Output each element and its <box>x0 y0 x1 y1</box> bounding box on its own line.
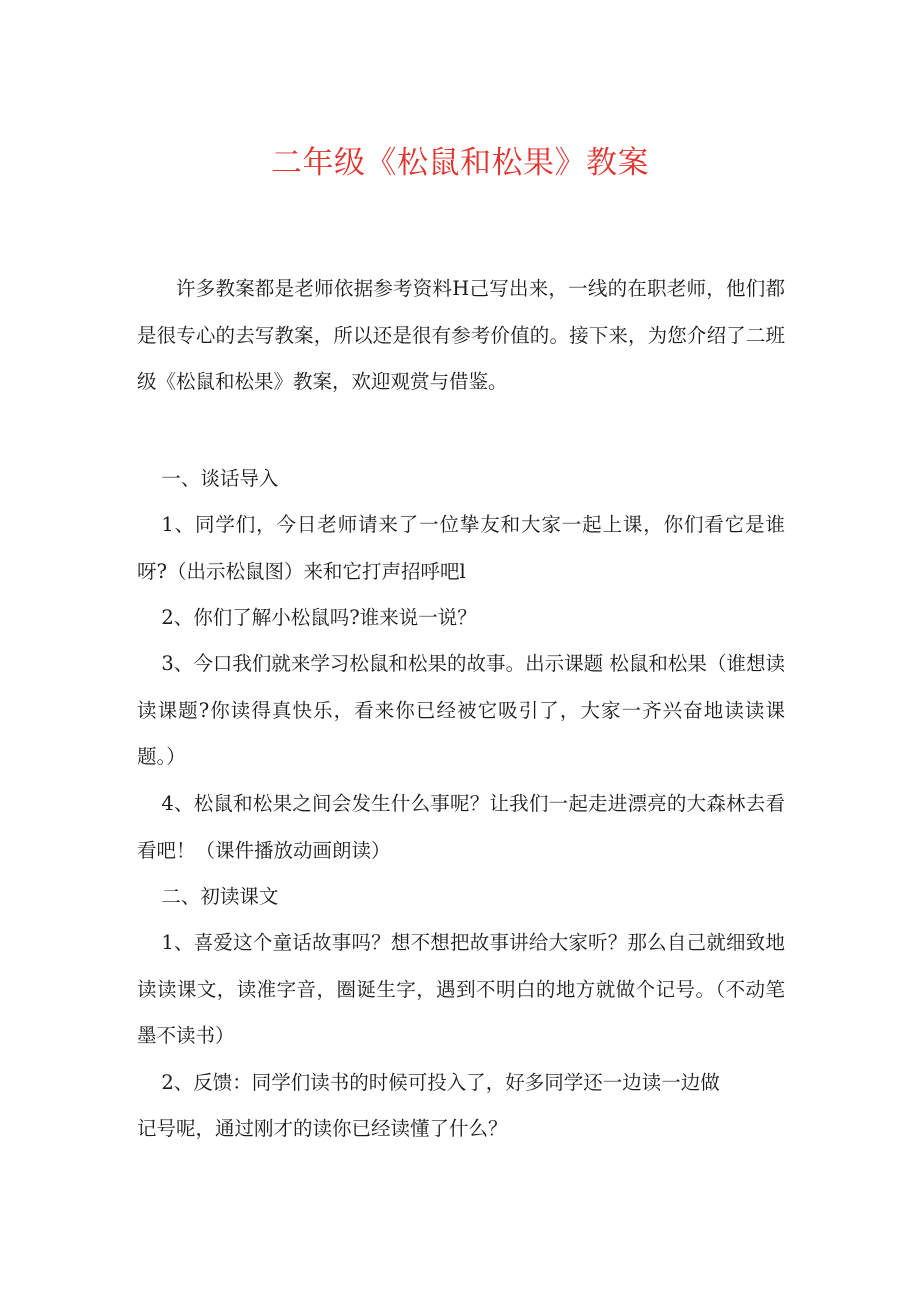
section-heading-2: 二、初读课文 <box>161 885 279 908</box>
list-item: 4、松鼠和松果之间会发生什么事呢？让我们一起走进漂亮的大森林去看看吧！（课件播放动画朗读） <box>137 792 785 862</box>
list-item: 2、反馈：同学们读书的时候可投入了，好多同学还一边读一边做 <box>161 1071 720 1094</box>
document-title: 二年级《松鼠和松果》教案 <box>271 145 649 181</box>
section-heading-1: 一、谈话导入 <box>161 467 279 490</box>
list-item: 3、今口我们就来学习松鼠和松果的故事。出示课题 松鼠和松果（谁想读读课题?你读得真快乐，看来你已经被它吸引了，大家一齐兴奋地读读课题。） <box>137 652 785 768</box>
list-item: 1、同学们，今日老师请来了一位挚友和大家一起上课，你们看它是谁呀?（出示松鼠图）来和它打声招呼吧l <box>137 513 785 583</box>
list-item-continuation: 记号呢，通过刚才的读你已经读懂了什么？ <box>137 1117 508 1140</box>
list-item: 2、你们了解小松鼠吗?谁来说一说？ <box>161 606 477 629</box>
list-item: 1、喜爱这个童话故事吗？想不想把故事讲给大家听？那么自己就细致地读读课文，读准字音，圈诞生字，遇到不明白的地方就做个记号。（不动笔墨不读书） <box>137 931 785 1047</box>
intro-paragraph: 许多教案都是老师依据参考资料H己写出来，一线的在职老师，他们都是很专心的去写教案，所以还是很有参考价值的。接下来，为您介绍了二班级《松鼠和松果》教案，欢迎观赏与借鉴。 <box>137 277 785 393</box>
